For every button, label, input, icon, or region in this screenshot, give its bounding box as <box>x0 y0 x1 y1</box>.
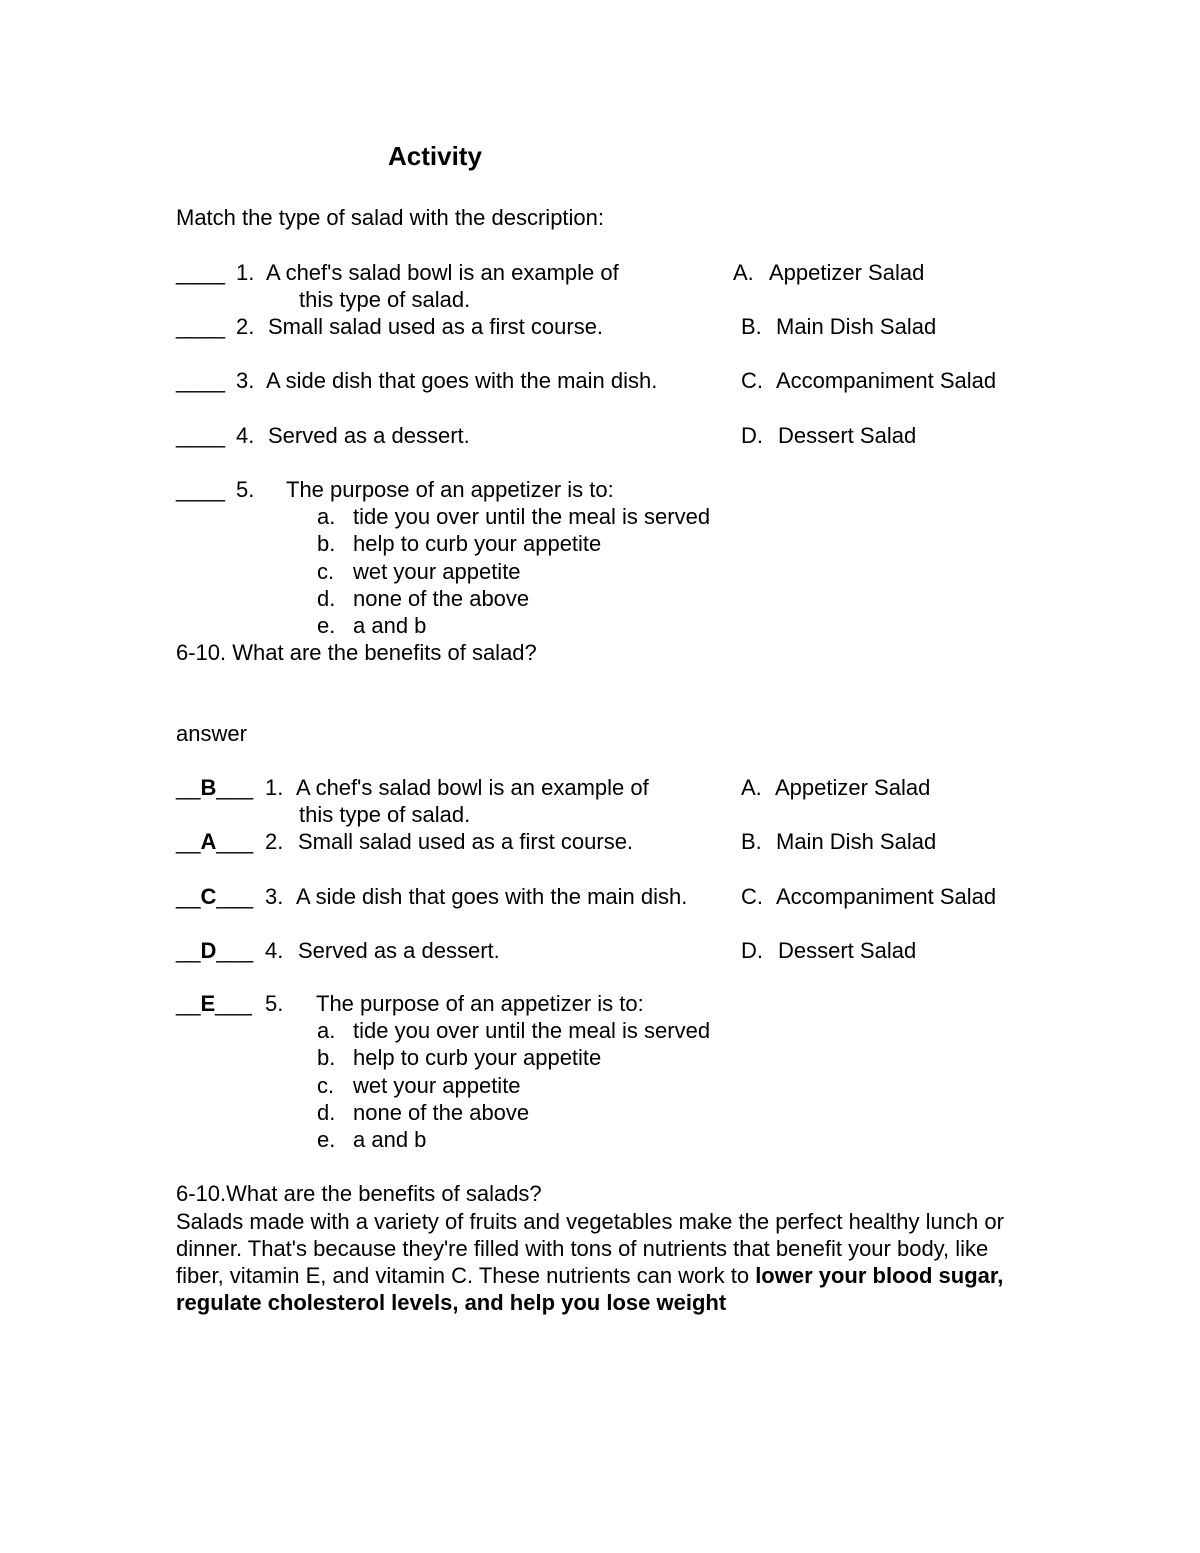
answer-letter: B <box>200 775 217 800</box>
question-text: Served as a dessert. <box>298 938 500 963</box>
question-text: A side dish that goes with the main dish. <box>296 884 688 909</box>
question-text: 6-10. What are the benefits of salad? <box>176 640 537 665</box>
answer-letter: C <box>200 884 217 909</box>
choice-letter: C. <box>741 368 763 393</box>
answer-blank: __A___ <box>176 829 254 854</box>
choice-letter: B. <box>741 829 762 854</box>
option-item: d. none of the above <box>317 1100 530 1125</box>
question-text: 6-10.What are the benefits of salads? <box>176 1181 542 1206</box>
answer-blank: __C___ <box>176 884 254 909</box>
question-number: 2. <box>236 314 255 339</box>
question-text: Served as a dessert. <box>268 423 470 448</box>
question-number: 3. <box>265 884 284 909</box>
question-number: 1. <box>265 775 284 800</box>
option-item: b. help to curb your appetite <box>317 1045 602 1070</box>
answer-paragraph-emphasis: lower your blood sugar, regulate cholesterol levels, and help you lose weight <box>176 1263 1004 1315</box>
option-item: c. wet your appetite <box>317 559 521 584</box>
option-item: e. a and b <box>317 1127 427 1152</box>
option-item: c. wet your appetite <box>317 1073 521 1098</box>
question-text-continued: this type of salad. <box>299 287 471 312</box>
choice-text: Accompaniment Salad <box>776 884 997 909</box>
answer-paragraph: Salads made with a variety of fruits and vegetables make the perfect healthy lunch or dinner. That's because they're filled with tons of nutrients that benefit your body, like fiber, vitamin E, and vitamin C. These nutrients can work to lower your blood sugar, regulate cholesterol levels, and help you lose weight <box>176 1209 1004 1315</box>
question-text: The purpose of an appetizer is to: <box>316 991 644 1016</box>
choice-letter: D. <box>741 938 763 963</box>
answer-blank: ____ <box>176 368 225 393</box>
answer-label: answer <box>176 721 247 746</box>
question-text: A chef's salad bowl is an example of <box>266 260 619 285</box>
question-text: Small salad used as a first course. <box>298 829 634 854</box>
choice-letter: D. <box>741 423 763 448</box>
choice-text: Dessert Salad <box>778 938 917 963</box>
answer-blank: __D___ <box>176 938 254 963</box>
answer-blank: ____ <box>176 477 225 502</box>
option-item: d. none of the above <box>317 586 530 611</box>
choice-text: Appetizer Salad <box>769 260 925 285</box>
question-text-continued: this type of salad. <box>299 802 471 827</box>
option-item: a. tide you over until the meal is served <box>317 504 711 529</box>
question-number: 4. <box>236 423 255 448</box>
answer-blank: __B___ <box>176 775 254 800</box>
question-text: Small salad used as a first course. <box>268 314 604 339</box>
choice-text: Main Dish Salad <box>776 314 937 339</box>
answer-blank: ____ <box>176 314 225 339</box>
question-number: 3. <box>236 368 255 393</box>
choice-letter: B. <box>741 314 762 339</box>
question-text: A side dish that goes with the main dish. <box>266 368 658 393</box>
answer-letter: D <box>200 938 217 963</box>
choice-text: Main Dish Salad <box>776 829 937 854</box>
option-item: e. a and b <box>317 613 427 638</box>
answer-blank: ____ <box>176 423 225 448</box>
question-number: 1. <box>236 260 255 285</box>
option-item: b. help to curb your appetite <box>317 531 602 556</box>
instructions: Match the type of salad with the description: <box>176 205 605 230</box>
question-text: The purpose of an appetizer is to: <box>286 477 614 502</box>
choice-text: Dessert Salad <box>778 423 917 448</box>
answer-letter: A <box>200 829 217 854</box>
question-number: 2. <box>265 829 284 854</box>
answer-letter: E <box>200 991 216 1016</box>
question-number: 5. <box>265 991 284 1016</box>
answer-blank: __E___ <box>176 991 252 1016</box>
option-item: a. tide you over until the meal is served <box>317 1018 711 1043</box>
choice-text: Accompaniment Salad <box>776 368 997 393</box>
choice-letter: C. <box>741 884 763 909</box>
choice-letter: A. <box>733 260 754 285</box>
page-title: Activity <box>388 141 482 171</box>
choice-letter: A. <box>741 775 762 800</box>
question-number: 4. <box>265 938 284 963</box>
question-number: 5. <box>236 477 255 502</box>
question-text: A chef's salad bowl is an example of <box>296 775 649 800</box>
answer-blank: ____ <box>176 260 225 285</box>
choice-text: Appetizer Salad <box>775 775 931 800</box>
